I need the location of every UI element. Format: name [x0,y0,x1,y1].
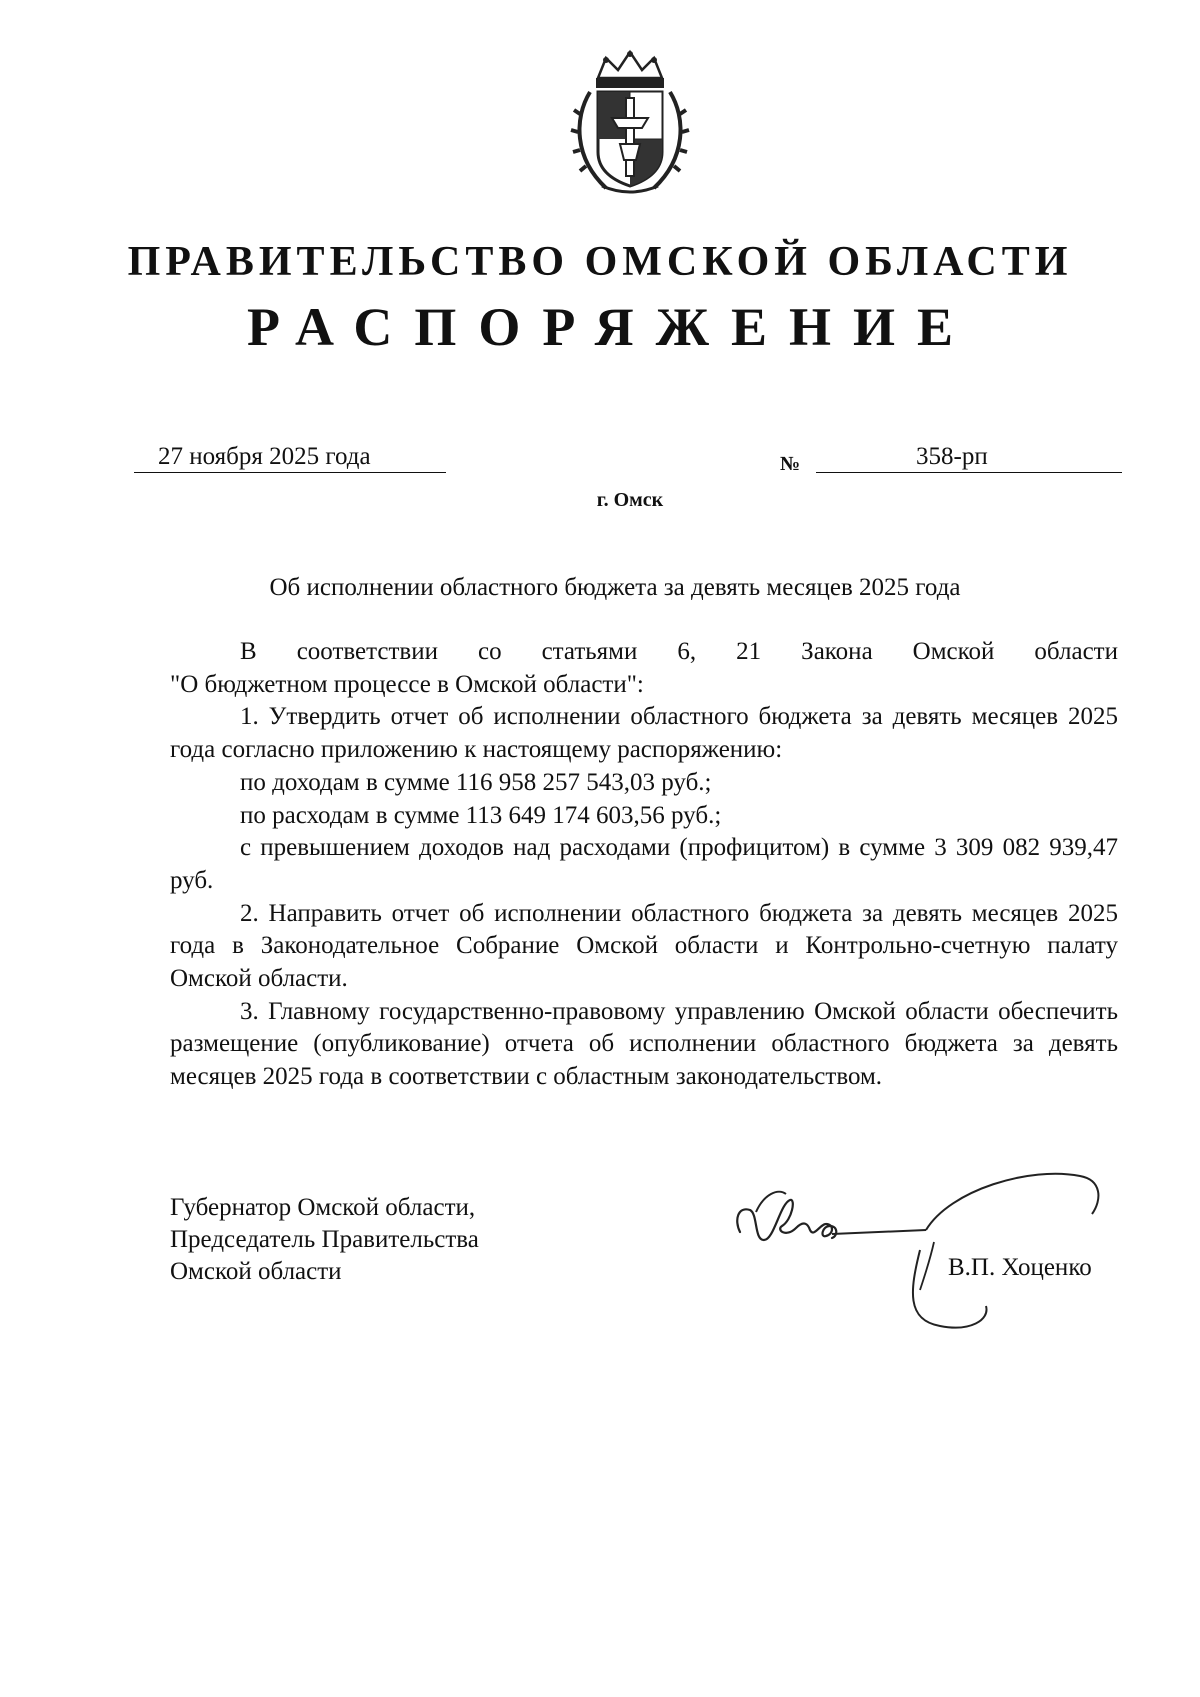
item-3-text: 3. Главному государственно-правовому управлению Омской области обеспечить размещение (опубликование) отчета об исполнении областного бюджета за девять месяцев 2025 года в соответствии с областным законодательством. [170,997,1118,1091]
number-sign: № [780,453,801,475]
document-number: 358-рп [816,442,1122,473]
position-line-3: Омской области [170,1258,342,1285]
document-body [170,636,1118,1094]
signatory-name: В.П. Хоценко [948,1254,1092,1281]
coat-of-arms-omsk-region-icon [568,48,692,196]
preamble-line-2: "О бюджетном процессе в Омской области": [170,670,644,698]
item-2-text: 2. Направить отчет об исполнении областного бюджета за девять месяцев 2025 года в Законодательное Собрание Омской области и Контрольно-счетную палату Омской области. [170,899,1118,993]
item-1-income: по доходам в сумме 116 958 257 543,03 руб.; [240,768,712,796]
preamble-line-1: В соответствии со статьями 6, 21 Закона Омской области [240,638,1118,665]
signatory-position [170,1192,590,1288]
handwritten-signature [730,1160,1130,1340]
position-line-2: Председатель Правительства [170,1226,479,1253]
document-type-title: РАСПОРЯЖЕНИЕ [246,297,976,357]
position-line-1: Губернатор Омской области, [170,1194,476,1221]
item-1-surplus: с превышением доходов над расходами (профицитом) в сумме 3 309 082 939,47 руб. [170,834,1118,894]
document-subject: Об исполнении областного бюджета за девять месяцев 2025 года [269,574,961,601]
document-date: 27 ноября 2025 года [134,442,446,473]
item-1-expense: по расходам в сумме 113 649 174 603,56 руб.; [240,801,722,829]
item-1-text: 1. Утвердить отчет об исполнении областного бюджета за девять месяцев 2025 года согласно приложению к настоящему распоряжению: [170,703,1118,764]
document-city: г. Омск [596,489,664,511]
organization-title: ПРАВИТЕЛЬСТВО ОМСКОЙ ОБЛАСТИ [127,239,1073,285]
